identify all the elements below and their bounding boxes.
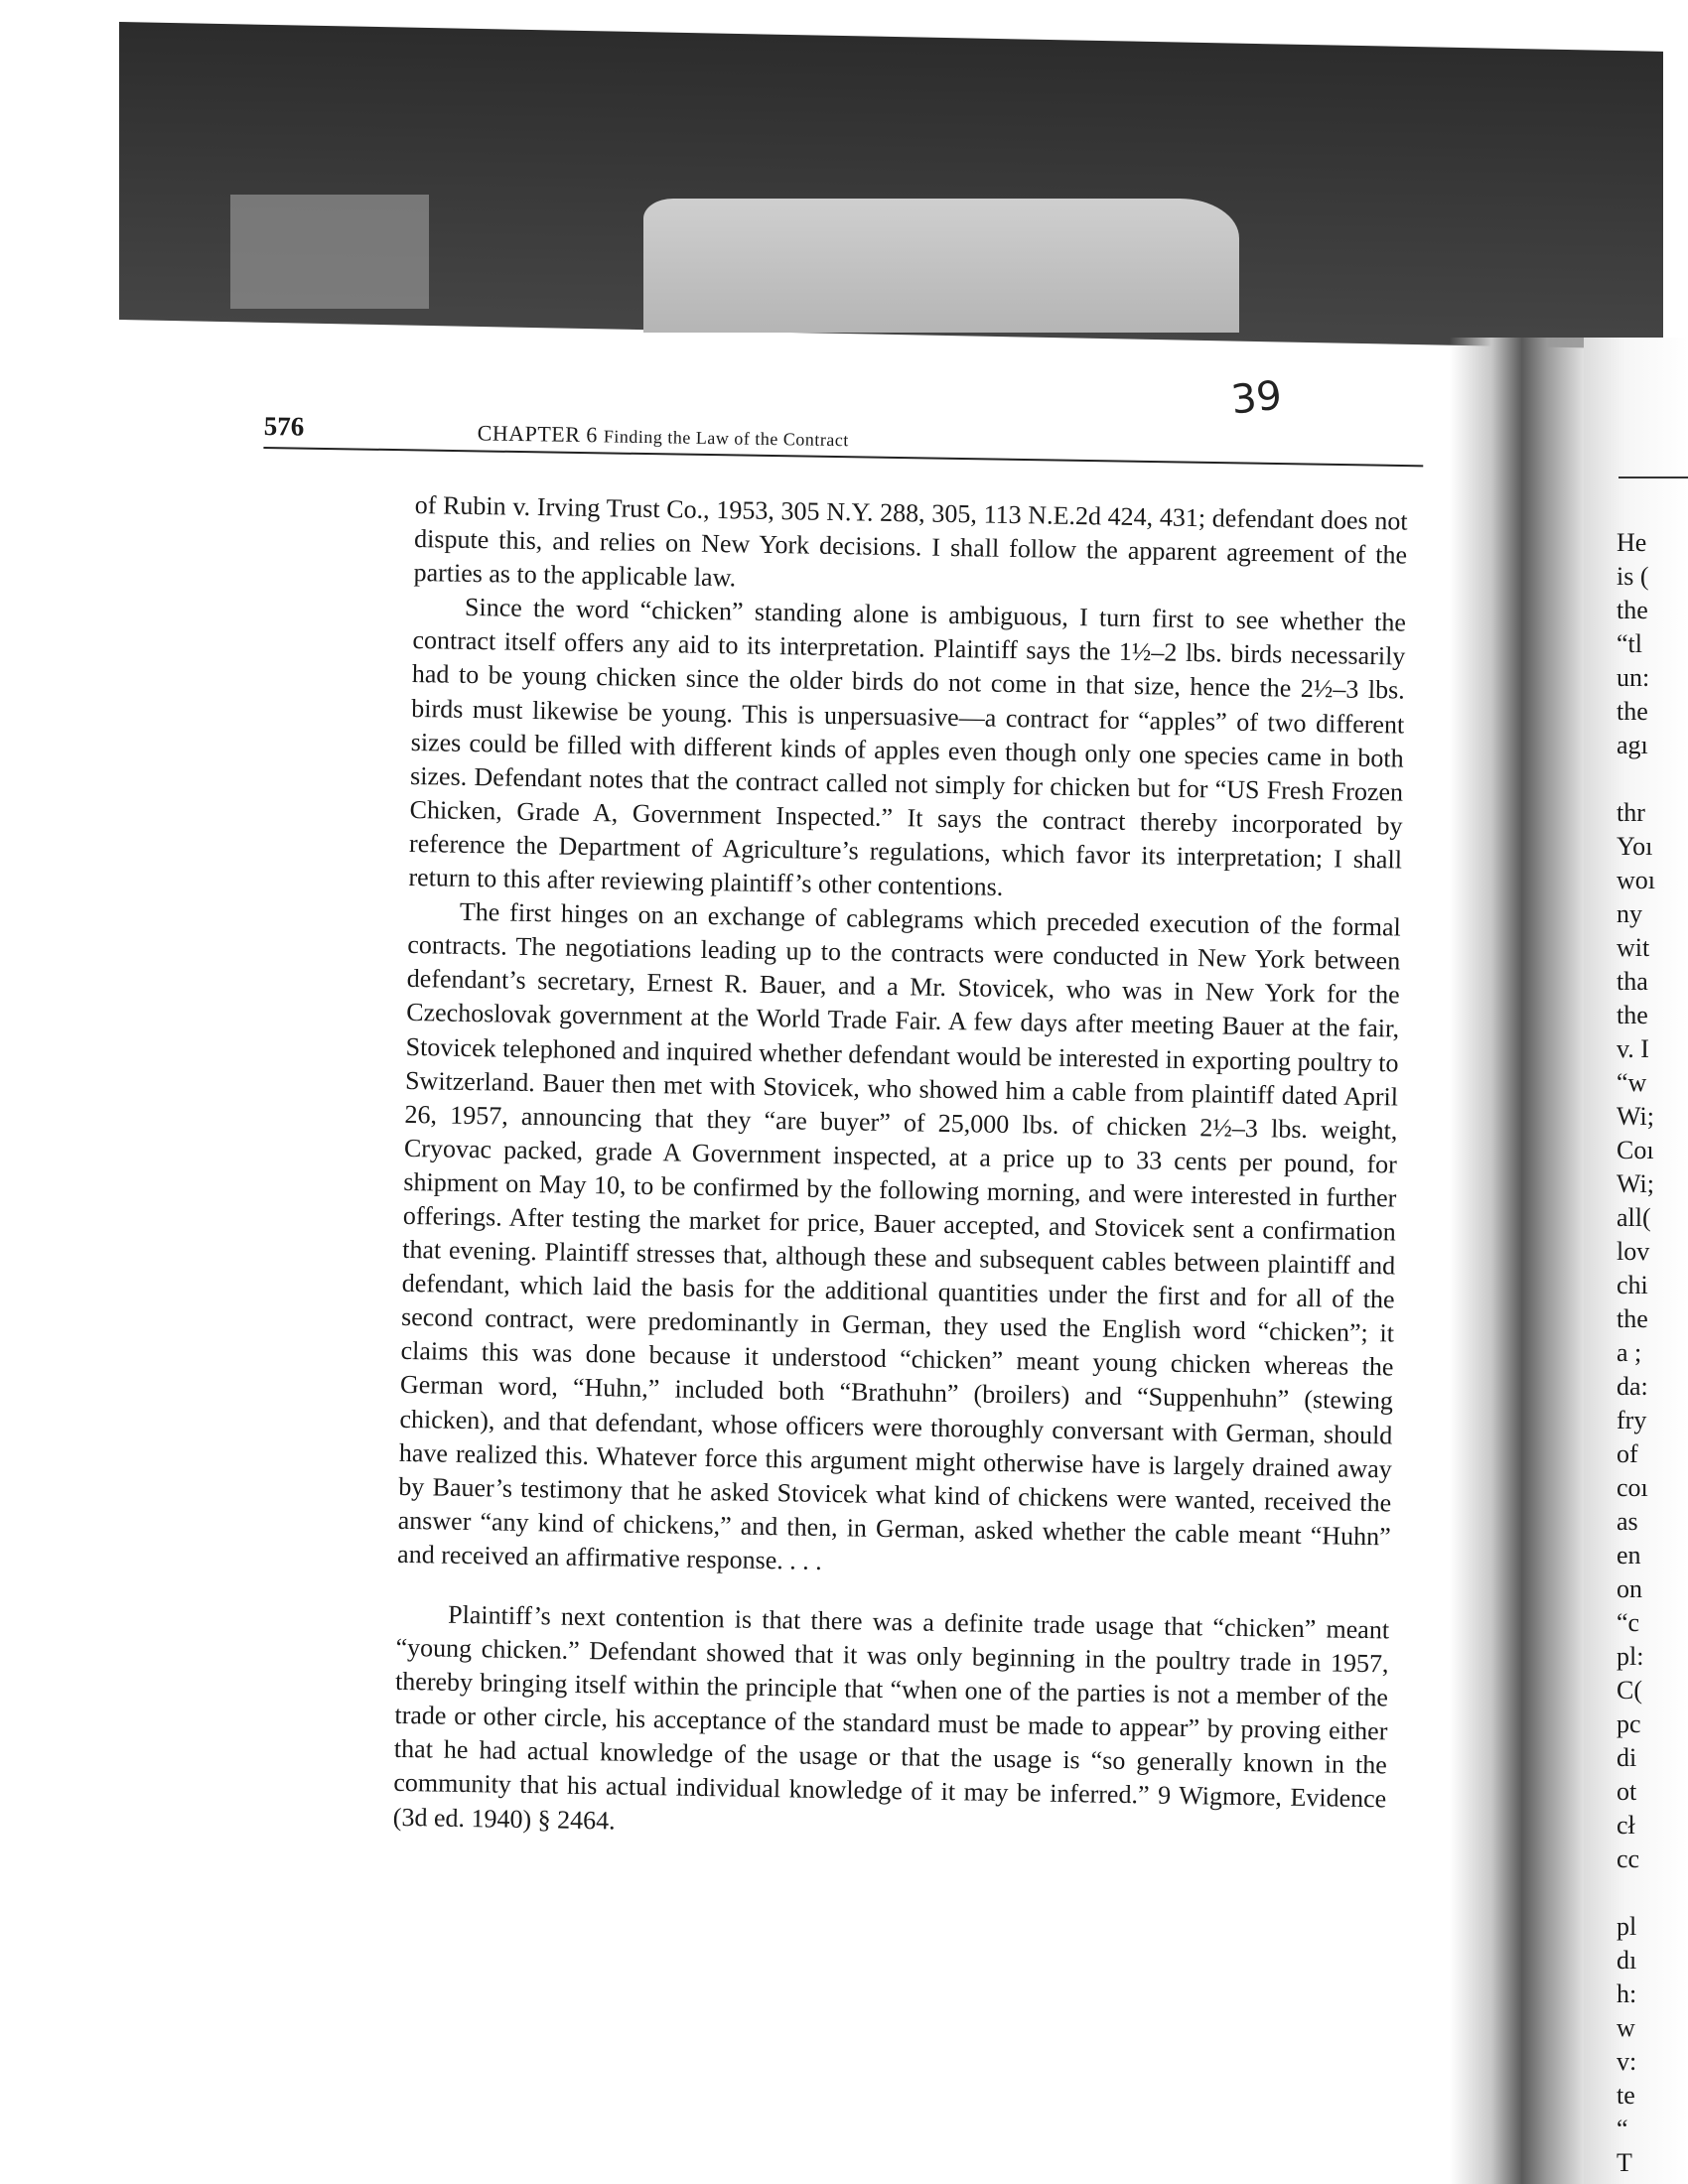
facing-page-fragment: da: [1617, 1372, 1648, 1401]
facing-page-fragment: Yoı [1617, 832, 1653, 861]
facing-page-fragment: en [1617, 1541, 1641, 1570]
paragraph: of Rubin v. Irving Trust Co., 1953, 305 N.Y. 288, 305, 113 N.E.2d 424, 431; defendant does not dispute this, and relies on New York decisions. I shall follow the apparent agreement of the parties as to the applicable law. [413, 489, 1408, 593]
facing-page-fragment [1617, 762, 1688, 796]
facing-page-fragment: h: [1617, 1979, 1637, 2008]
facing-page-fragment: the [1617, 596, 1648, 624]
facing-page-fragment: agı [1617, 731, 1648, 759]
chapter-title [477, 420, 849, 452]
facing-page-fragment: Wi; [1617, 1169, 1654, 1198]
facing-page-fragment: w [1617, 2013, 1635, 2042]
scanner-shadow-tab-left [230, 195, 429, 309]
facing-page-rule [1618, 477, 1688, 478]
facing-page-fragment: is ( [1617, 562, 1649, 591]
facing-page-fragment: dı [1617, 1946, 1637, 1975]
facing-page-fragment: the [1617, 697, 1648, 726]
chapter-name: Finding the Law of the Contract [603, 426, 849, 451]
facing-page-fragment: a ; [1617, 1338, 1642, 1367]
facing-page-fragment: v. I [1617, 1034, 1649, 1063]
facing-page-fragment: chi [1617, 1271, 1648, 1299]
facing-page-fragment: wit [1617, 933, 1650, 962]
chapter-label: CHAPTER 6 [477, 420, 599, 448]
facing-page-fragment: un: [1617, 663, 1650, 692]
facing-page-fragment: thr [1617, 798, 1645, 827]
paragraph: Plaintiff’s next contention is that there was a definite trade usage that “chicken” meant “young chicken.” Defendant showed that it was only beginning in the poultry trade in 1957, thereby bringing itself within the principle that “when one of the parties is not a member of the trade or other circle, his acceptance of the standard must be made to appear” by proving either that he had actual knowledge of the usage or that the usage is “so generally known in the community that his actual individual knowledge of it may be inferred.” 9 Wigmore, Evidence (3d ed. 1940) § 2464. [392, 1599, 1390, 1836]
facing-page-fragment: te [1617, 2081, 1635, 2110]
page-number: 576 [263, 411, 305, 442]
facing-page-fragment: the [1617, 1304, 1648, 1333]
facing-page-fragment: all( [1617, 1203, 1651, 1232]
facing-page-fragment: on [1617, 1574, 1642, 1603]
facing-page-fragment: pl: [1617, 1642, 1644, 1671]
handwritten-page-note: 39 [1228, 372, 1285, 424]
facing-page-fragment: cc [1617, 1844, 1640, 1873]
facing-page-fragment: of [1617, 1439, 1638, 1468]
facing-page-fragment: “c [1617, 1608, 1640, 1637]
facing-page-fragment: “tl [1617, 629, 1642, 658]
facing-page-fragment: as [1617, 1507, 1638, 1536]
paragraph: The first hinges on an exchange of cablegrams which preceded execution of the formal contracts. The negotiations leading up to the contracts were conducted in New York between defendant’s secretary, Ernest R. Bauer, and a Mr. Stovicek, who was in New York for the Czechoslovak government at the World Trade Fair. A few days after meeting Bauer at the fair, Stovicek telephoned and inquired whether defendant would be interested in exporting poultry to Switzerland. Bauer then met with Stovicek, who showed him a cable from plaintiff dated April 26, 1957, announcing that they “are buyer” of 25,000 lbs. of chicken 2½–3 lbs. weight, Cryovac packed, grade A Government inspected, at a price up to 33 cents per pound, for shipment on May 10, to be confirmed by the following morning, and were interested in further offerings. After testing the market for price, Bauer accepted, and Stovicek sent a confirmation that evening. Plaintiff stresses that, although these and subsequent cables between plaintiff and defendant, which laid the basis for the additional quantities under the first and for all of the second contract, were predominantly in German, they used the English word “chicken”; it claims this was done because it understood “chicken” meant young chicken whereas the German word, “Huhn,” included both “Brathuhn” (broilers) and “Suppenhuhn” (stewing chicken), and that defendant, whose officers were thoroughly conversant with German, should have realized this. Whatever force this argument might otherwise have is largely drained away by Bauer’s testimony that he asked Stovicek what kind of chickens were wanted, received the answer “any kind of chickens,” and then, in German, asked whether the cable meant “Huhn” and received an affirmative response. . . . [396, 896, 1402, 1575]
facing-page-fragment: coı [1617, 1473, 1648, 1502]
book-spine-shadow [1450, 338, 1589, 2184]
facing-page-fragment: ot [1617, 1777, 1637, 1806]
facing-page-fragment: tha [1617, 967, 1648, 996]
facing-page-fragment: ny [1617, 899, 1642, 928]
facing-page-fragment: di [1617, 1743, 1637, 1772]
facing-page-fragment: Wi; [1617, 1102, 1654, 1131]
scanner-shadow-tab-middle [643, 199, 1239, 333]
facing-page-fragment: C( [1617, 1676, 1642, 1705]
facing-page-fragment: pl [1617, 1912, 1637, 1941]
facing-page-fragment: v: [1617, 2047, 1637, 2076]
facing-page-fragment: lov [1617, 1237, 1650, 1266]
facing-page-fragment: the [1617, 1001, 1648, 1029]
facing-page-fragment: cł [1617, 1811, 1635, 1840]
facing-page-fragment: Coı [1617, 1136, 1654, 1164]
facing-page-fragments [1617, 526, 1688, 2180]
facing-page-fragment [1617, 1876, 1688, 1910]
facing-page-fragment: He [1617, 528, 1647, 557]
facing-page-fragment: woı [1617, 866, 1655, 894]
facing-page-fragment: fry [1617, 1406, 1647, 1434]
facing-page-fragment: T [1617, 2148, 1632, 2177]
facing-page-fragment: “ [1617, 2115, 1628, 2143]
facing-page-fragment: “w [1617, 1068, 1647, 1097]
facing-page-fragment: pc [1617, 1709, 1641, 1738]
paragraph: Since the word “chicken” standing alone is ambiguous, I turn first to see whether the contract itself offers any aid to its interpretation. Plaintiff says the 1½–2 lbs. birds necessarily had to be young chicken since the older birds do not come in that size, hence the 2½–3 lbs. birds must likewise be young. This is unpersuasive—a contract for “apples” of two different sizes could be filled with different kinds of apples even though only one species came in both sizes. Defendant notes that the contract called not simply for chicken but for “US Fresh Frozen Chicken, Grade A, Government Inspected.” It says the contract thereby incorporated by reference the Department of Agriculture’s regulations, which favor its interpretation; I shall return to this after reviewing plaintiff’s other contentions. [408, 593, 1407, 901]
body-text [393, 488, 1408, 1850]
